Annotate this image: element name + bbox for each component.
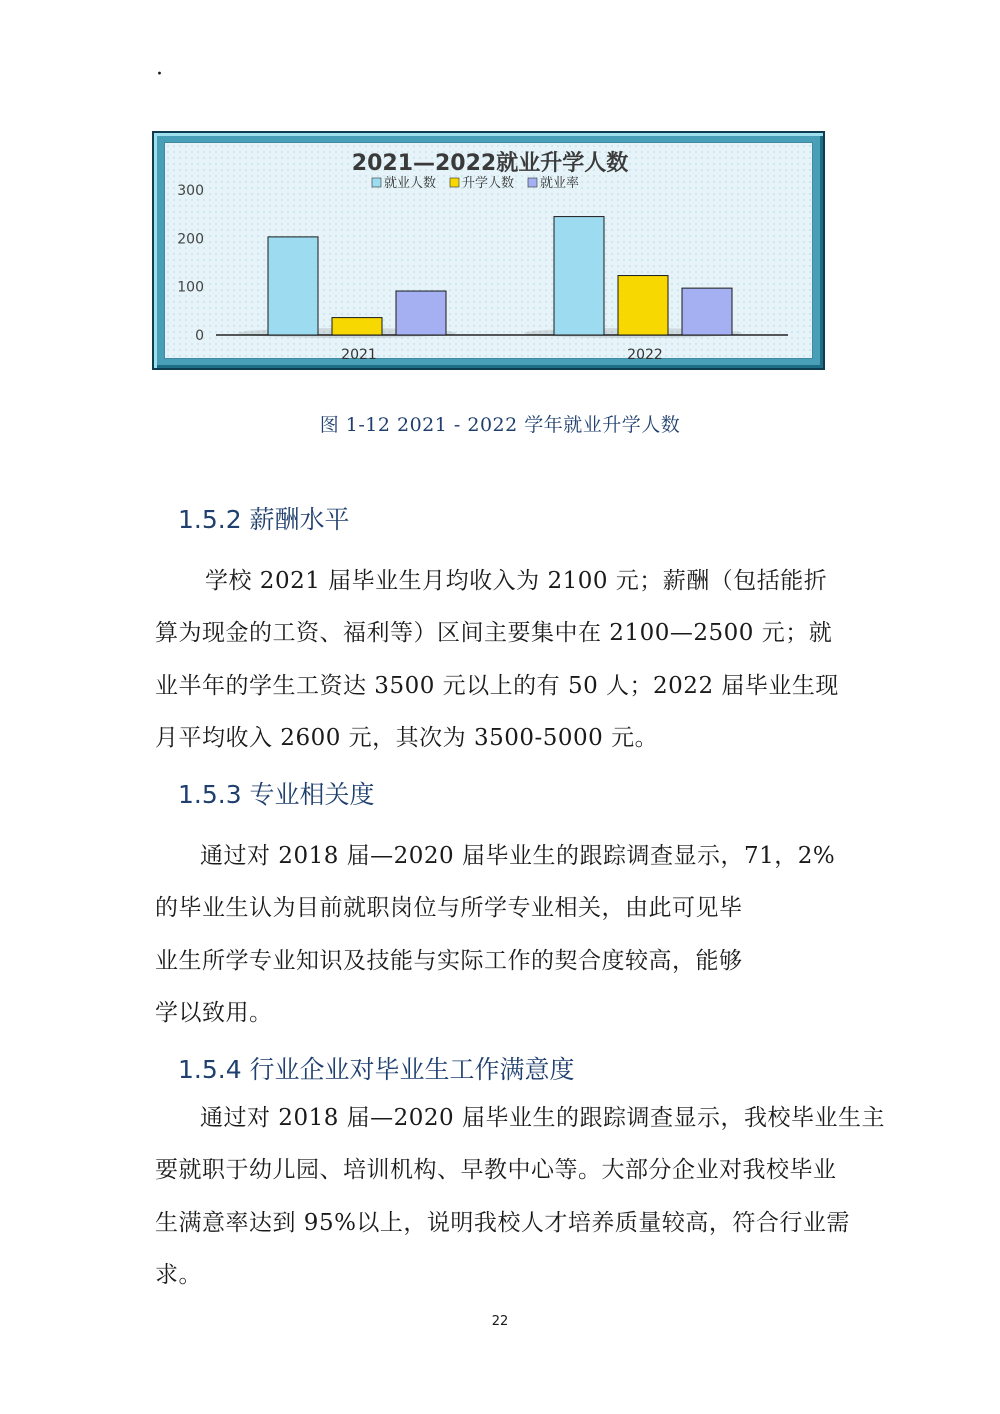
paragraph-satisfaction: [200, 1092, 885, 1145]
section-heading-salary: 1.5.2 薪酬水平: [178, 505, 350, 534]
bar: [332, 318, 382, 335]
bar: [682, 288, 732, 335]
page-number: 22: [491, 1314, 509, 1329]
paragraph-line: 业半年的学生工资达 3500 元以上的有 50 人；2022 届毕业生现: [155, 672, 839, 699]
x-tick-label: 2021: [341, 347, 377, 363]
bar: [554, 217, 604, 335]
paragraph-line: 业生所学专业知识及技能与实际工作的契合度较高，能够: [155, 947, 743, 974]
legend-swatch: [450, 178, 459, 187]
chart-title: 2021—2022就业升学人数: [351, 151, 629, 176]
paragraph-line: 通过对 2018 届—2020 届毕业生的跟踪调查显示，我校毕业生主: [200, 1105, 885, 1131]
x-tick-label: 2022: [627, 347, 663, 363]
y-tick-label: 100: [177, 279, 204, 296]
paragraph-line: 算为现金的工资、福利等）区间主要集中在 2100—2500 元；就: [155, 620, 833, 646]
legend-label: 升学人数: [462, 176, 515, 191]
figure-caption: 图 1-12 2021 - 2022 学年就业升学人数: [319, 414, 681, 436]
bar-chart: [154, 133, 827, 372]
legend-swatch: [528, 178, 537, 187]
section-heading-satisfaction: 1.5.4 行业企业对毕业生工作满意度: [178, 1055, 575, 1084]
bar: [618, 276, 668, 335]
y-tick-label: 200: [177, 231, 204, 248]
bar: [396, 291, 446, 335]
paragraph-line: 月平均收入 2600 元，其次为 3500-5000 元。: [155, 725, 659, 751]
paragraph-line: 学校 2021 届毕业生月均收入为 2100 元；薪酬（包括能折: [205, 568, 828, 594]
paragraph-salary-cont: [155, 607, 839, 765]
paragraph-salary: [205, 555, 827, 608]
legend-swatch: [372, 178, 381, 187]
paragraph-line: 生满意率达到 95%以上，说明我校人才培养质量较高，符合行业需: [155, 1209, 850, 1236]
legend-label: 就业率: [540, 176, 580, 191]
legend-label: 就业人数: [384, 176, 437, 191]
paragraph-relevance: [200, 830, 835, 883]
y-tick-label: 300: [177, 183, 204, 199]
paragraph-line: 的毕业生认为目前就职岗位与所学专业相关，由此可见毕: [155, 895, 743, 921]
paragraph-relevance-cont: [155, 882, 743, 1040]
paragraph-line: 学以致用。: [155, 1000, 273, 1026]
section-heading-relevance: 1.5.3 专业相关度: [178, 780, 375, 809]
chart-frame: [152, 131, 825, 370]
paragraph-satisfaction-cont: [155, 1144, 850, 1302]
y-tick-label: 0: [195, 328, 204, 344]
paragraph-line: 通过对 2018 届—2020 届毕业生的跟踪调查显示，71，2%: [200, 843, 836, 869]
header-mark: ·: [156, 62, 163, 87]
bar: [268, 237, 318, 335]
paragraph-line: 要就职于幼儿园、培训机构、早教中心等。大部分企业对我校毕业: [155, 1157, 837, 1183]
paragraph-line: 求。: [155, 1262, 202, 1288]
